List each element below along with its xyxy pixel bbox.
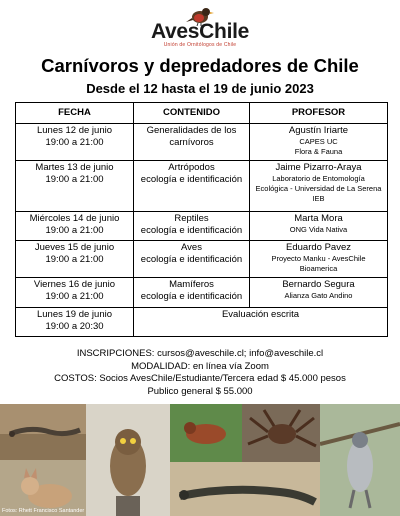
- content-cell: Artrópodos ecología e identificación: [134, 161, 250, 212]
- bird-photo: [170, 404, 242, 462]
- tarantula-photo: [242, 404, 320, 462]
- date-cell: Martes 13 de junio 19:00 a 21:00: [16, 161, 134, 212]
- photo-credit: Fotos: Rhett Francisco Santander: [2, 508, 85, 514]
- header-fecha: FECHA: [16, 103, 134, 124]
- professor-cell: Jaime Pizarro-Araya Laboratorio de Entomología Ecológica - Universidad de La Serena IEB: [250, 161, 388, 212]
- date-cell: Lunes 12 de junio 19:00 a 21:00: [16, 124, 134, 161]
- aveschile-logo: [0, 2, 400, 52]
- date-cell: Viernes 16 de junio 19:00 a 21:00: [16, 278, 134, 308]
- professor-cell: Agustín Iriarte CAPES UC Flora & Fauna: [250, 124, 388, 161]
- header-profesor: PROFESOR: [250, 103, 388, 124]
- lizard-2-photo: [170, 462, 320, 516]
- owl-photo: [86, 404, 170, 516]
- photo-collage: [0, 404, 400, 516]
- table-header-row: [16, 103, 388, 124]
- content-cell: Mamíferos ecología e identificación: [134, 278, 250, 308]
- content-cell: Reptiles ecología e identificación: [134, 212, 250, 241]
- page-title: Carnívoros y depredadores de Chile: [41, 55, 359, 76]
- evaluation-cell: Evaluación escrita: [134, 308, 388, 337]
- modalidad-text: MODALIDAD: en línea vía Zoom: [131, 360, 269, 372]
- date-cell: Jueves 15 de junio 19:00 a 21:00: [16, 241, 134, 278]
- page-subtitle: Desde el 12 hasta el 19 de junio 2023: [86, 81, 314, 96]
- registration-info: [0, 348, 400, 398]
- lizard-photo: [0, 404, 86, 460]
- professor-cell: Eduardo Pavez Proyecto Manku - AvesChile Bioamerica: [250, 241, 388, 278]
- logo-tagline: Unión de Ornitólogos de Chile: [163, 42, 237, 48]
- costos-text: COSTOS: Socios AvesChile/Estudiante/Tercera edad $ 45.000 pesos: [54, 373, 346, 384]
- publico-text: Publico general $ 55.000: [147, 385, 253, 397]
- table-row: [16, 241, 388, 278]
- table-row: [16, 124, 388, 161]
- content-cell: Aves ecología e identificación: [134, 241, 250, 278]
- schedule-table: [15, 102, 388, 337]
- content-cell: Generalidades de los carnívoros: [134, 124, 250, 161]
- table-row: [16, 278, 388, 308]
- professor-cell: Bernardo Segura Alianza Gato Andino: [250, 278, 388, 308]
- table-row: [16, 161, 388, 212]
- logo-name: AvesChile: [150, 20, 250, 43]
- date-cell: Lunes 19 de junio 19:00 a 20:30: [16, 308, 134, 337]
- table-row: [16, 212, 388, 241]
- hawk-photo: [320, 404, 400, 516]
- inscripciones-text: INSCRIPCIONES: cursos@aveschile.cl; info@aveschile.cl: [76, 348, 324, 359]
- date-cell: Miércoles 14 de junio 19:00 a 21:00: [16, 212, 134, 241]
- professor-cell: Marta Mora ONG Vida Nativa: [250, 212, 388, 241]
- header-contenido: CONTENIDO: [134, 103, 250, 124]
- table-row: [16, 308, 388, 337]
